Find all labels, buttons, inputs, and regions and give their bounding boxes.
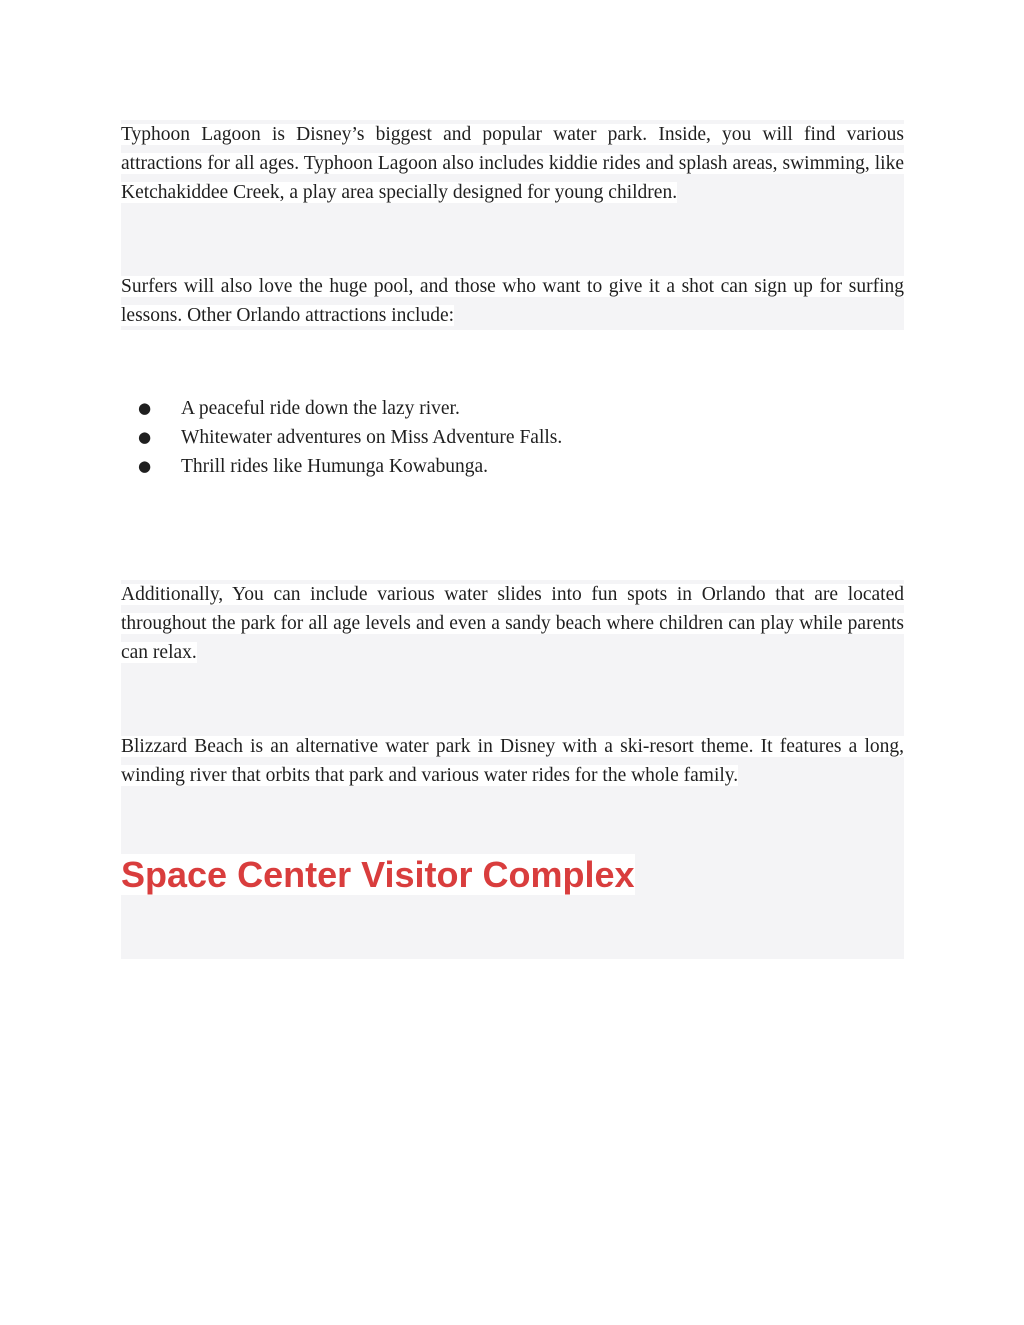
- list-item-text: Whitewater adventures on Miss Adventure Falls.: [181, 427, 563, 448]
- paragraph-text: Typhoon Lagoon is Disney’s biggest and popular water park. Inside, you will find various attractions for all ages. Typhoon Lagoon also includes kiddie rides and splash areas, swimming, like Ketchakiddee Creek, a play area specially designed for young children.: [121, 124, 904, 203]
- bullet-icon: ●: [138, 399, 152, 417]
- list-item-text: Thrill rides like Humunga Kowabunga.: [181, 456, 489, 477]
- list-item-text: A peaceful ride down the lazy river.: [181, 398, 460, 419]
- paragraph-blizzard-beach: [121, 732, 904, 790]
- paragraph-additionally: [121, 580, 904, 667]
- list-item: [121, 452, 904, 481]
- paragraph-surfers: [121, 272, 904, 330]
- attractions-list: [121, 394, 904, 481]
- paragraph-text: Additionally, You can include various water slides into fun spots in Orlando that are located throughout the park for all age levels and even a sandy beach where children can play while parents can relax.: [121, 584, 904, 663]
- list-item: [121, 394, 904, 423]
- paragraph-typhoon-lagoon: [121, 120, 904, 207]
- paragraph-text: Surfers will also love the huge pool, and those who want to give it a shot can sign up for surfing lessons. Other Orlando attractions include:: [121, 276, 904, 326]
- paragraph-text: Blizzard Beach is an alternative water park in Disney with a ski-resort theme. It features a long, winding river that orbits that park and various water rides for the whole family.: [121, 736, 904, 786]
- section-heading: [121, 852, 635, 898]
- bullet-icon: ●: [138, 428, 152, 446]
- heading-text: Space Center Visitor Complex: [121, 854, 635, 895]
- list-item: [121, 423, 904, 452]
- bullet-icon: ●: [138, 457, 152, 475]
